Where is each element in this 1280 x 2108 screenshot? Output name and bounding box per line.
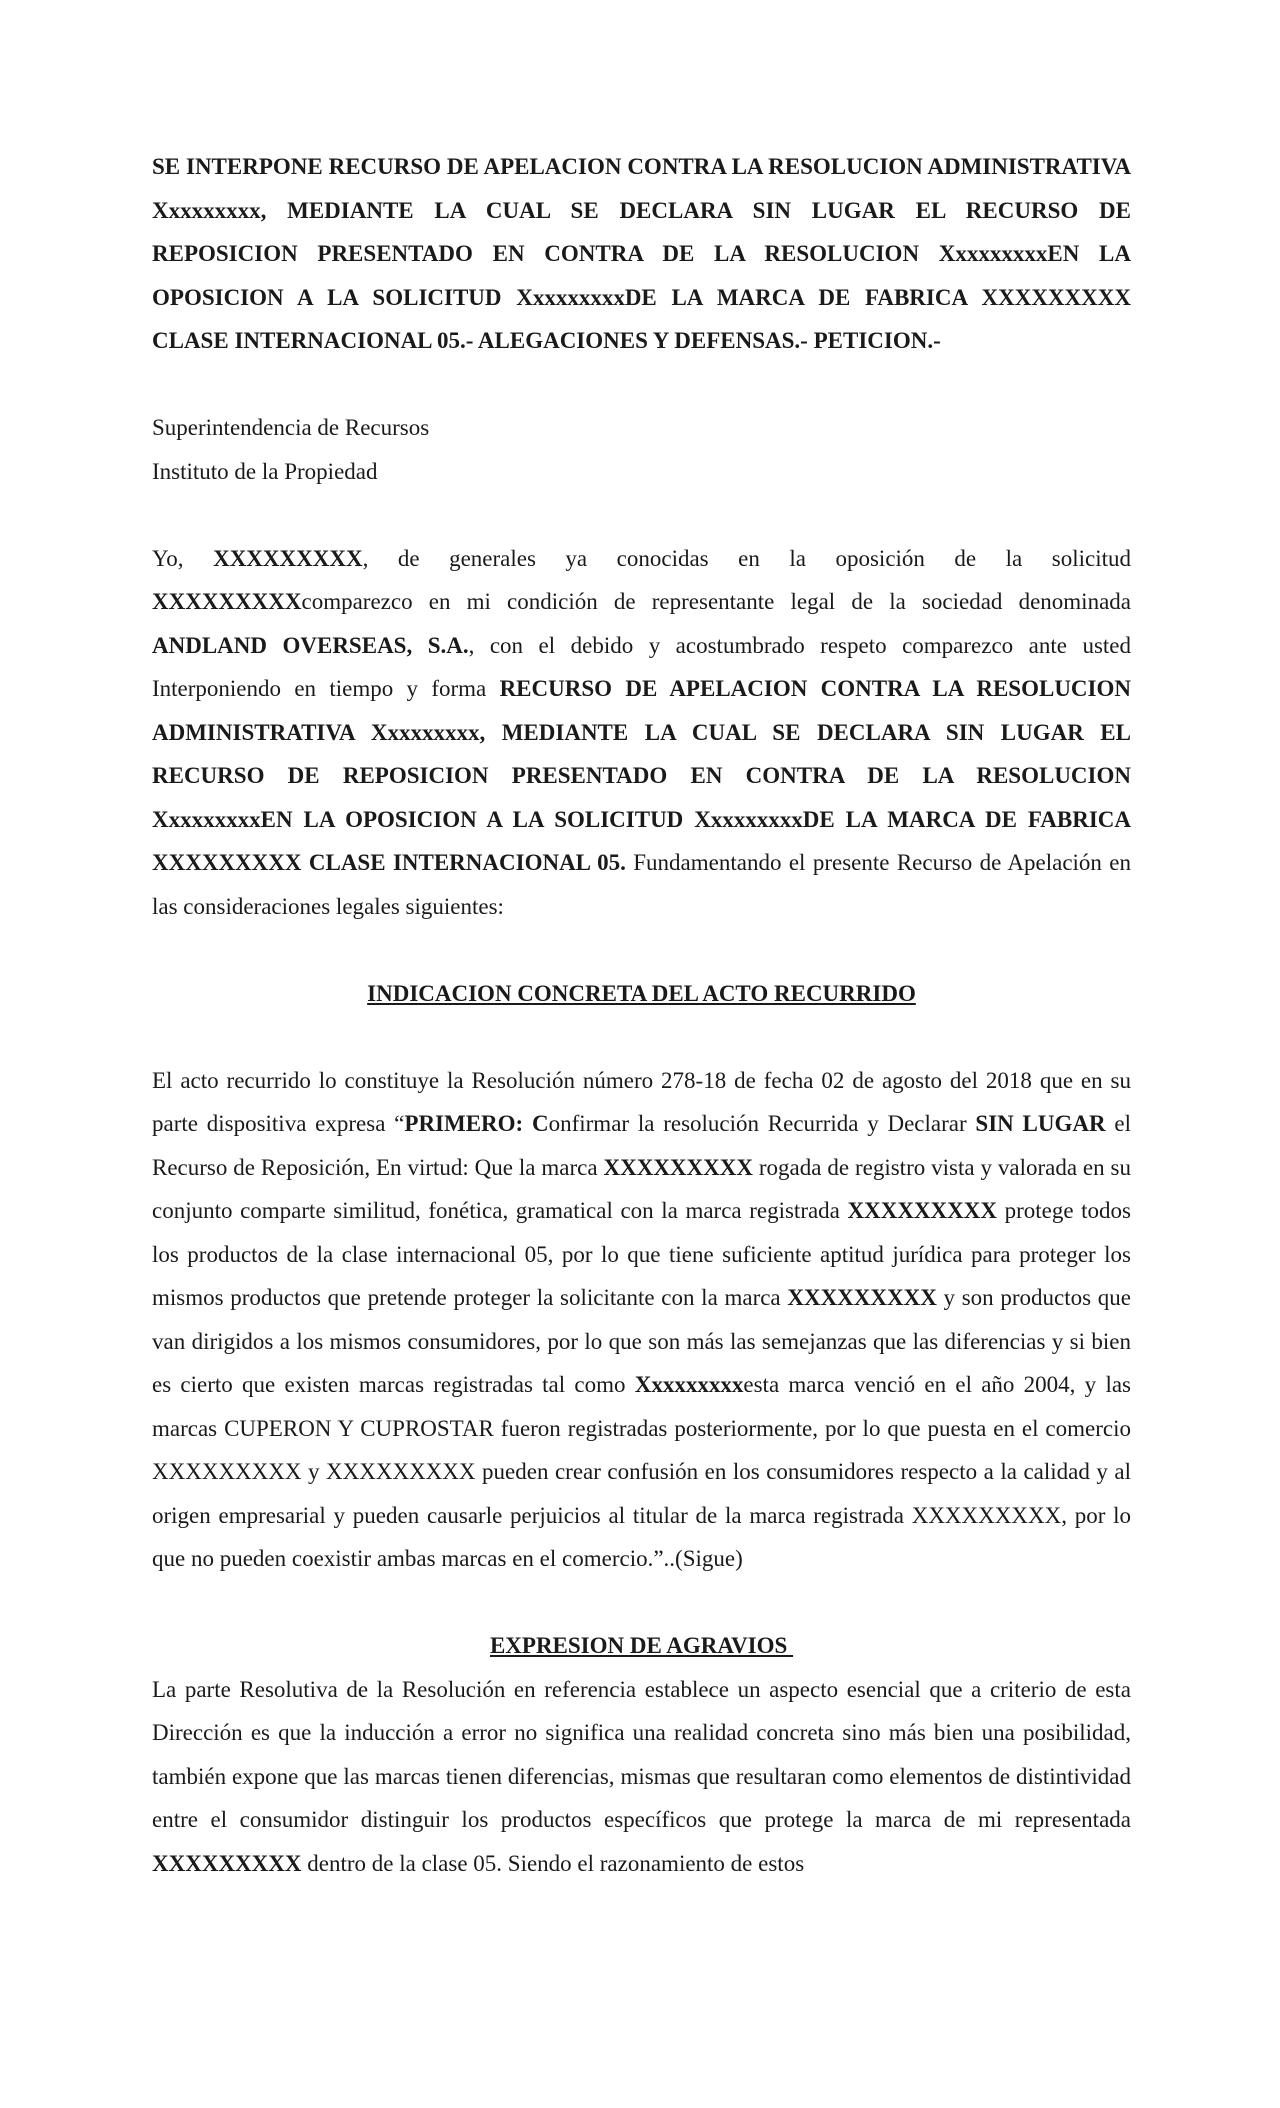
body-text: protege todos los productos de la clase internacional 05, por lo que tiene suficiente aptitud jurídica para proteger los mismos productos que pretende proteger la solicitante con la marca — [152, 1198, 1132, 1310]
intro-bold: ANDLAND OVERSEAS, S.A. — [152, 632, 469, 658]
body-text: el Recurso de Reposición, En virtud: Que la marca — [152, 1111, 1131, 1180]
addressee-line-2: Instituto de la Propiedad — [152, 458, 378, 484]
body-text: rogada de registro vista y valorada en su conjunto comparte similitud, fonética, gramatical con la marca registrada — [152, 1154, 1131, 1223]
body-text: y son productos que van dirigidos a los mismos consumidores, por lo que son más las semejanzas que las diferencias y si bien es cierto que existen marcas registradas tal como — [152, 1285, 1131, 1397]
document-title: SE INTERPONE RECURSO DE APELACION CONTRA LA RESOLUCION ADMINISTRATIVA Xxxxxxxxx, MEDIANTE LA CUAL SE DECLARA SIN LUGAR EL RECURSO DE REPOSICION PRESENTADO EN CONTRA DE LA RESOLUCION XxxxxxxxxEN LA OPOSICION A LA SOLICITUD XxxxxxxxxDE LA MARCA DE FABRICA XXXXXXXXX CLASE INTERNACIONAL 05.- ALEGACIONES Y DEFENSAS.- PETICION.- — [152, 154, 1131, 353]
spacer — [152, 1581, 1131, 1625]
body-text: onfirmar la resolución Recurrida y Declarar — [548, 1111, 976, 1136]
section-heading-expresion-agravios: EXPRESION DE AGRAVIOS — [489, 1633, 794, 1658]
body-text: La parte Resolutiva de la Resolución en referencia establece un aspecto esencial que a criterio de esta Dirección es que la inducción a error no significa una realidad concreta sino más bien una posibilidad, también expone que las marcas tienen diferencias, mismas que resultaran como elementos de distintividad entre el consumidor distinguir los productos específicos que protege la marca de mi representada — [152, 1676, 1131, 1832]
intro-bold: XXXXXXXXX — [152, 589, 302, 614]
section-heading-acto-recurrido: INDICACION CONCRETA DEL ACTO RECURRIDO — [367, 980, 916, 1006]
intro-text: , con el debido y acostumbrado respeto comparezco ante usted Interponiendo en tiempo y forma — [152, 632, 1131, 701]
intro-text: , de generales ya conocidas en la oposición de la solicitud — [362, 545, 1131, 571]
spacer — [152, 493, 1131, 537]
body-bold: Xxxxxxxxx — [634, 1372, 744, 1397]
agravios-paragraph — [152, 1668, 1131, 1886]
body-text: El acto recurrido lo constituye la Resolución número 278-18 de fecha 02 de agosto del 2018 que en su parte dispositiva expresa “ — [152, 1067, 1131, 1136]
body-bold: XXXXXXXXX — [787, 1285, 937, 1310]
body-bold: XXXXXXXXX — [152, 1850, 302, 1876]
body-bold: SIN LUGAR — [975, 1111, 1106, 1136]
intro-paragraph — [152, 537, 1131, 929]
spacer — [152, 363, 1131, 407]
body-text: esta marca venció en el año 2004, y las marcas CUPERON Y CUPROSTAR fueron registradas posteriormente, por lo que puesta en el comercio XXXXXXXXX y XXXXXXXXX pueden crear confusión en los consumidores respecto a la calidad y al origen empresarial y pueden causarle perjuicios al titular de la marca registrada XXXXXXXXX, por lo que no pueden coexistir ambas marcas en el comercio.”..(Sigue) — [152, 1372, 1131, 1571]
body-bold: XXXXXXXXX — [603, 1154, 753, 1180]
body-bold: XXXXXXXXX — [847, 1198, 997, 1223]
intro-bold: XXXXXXXXX — [213, 545, 363, 571]
intro-text: Fundamentando el presente Recurso de Apelación en las consideraciones legales siguientes: — [152, 850, 1132, 919]
intro-bold: RECURSO DE APELACION CONTRA LA RESOLUCION ADMINISTRATIVA Xxxxxxxxx, MEDIANTE LA CUAL SE DECLARA SIN LUGAR EL RECURSO DE REPOSICION PRESENTADO EN CONTRA DE LA RESOLUCION XxxxxxxxxEN LA OPOSICION A LA SOLICITUD XxxxxxxxxDE LA MARCA DE FABRICA XXXXXXXXX CLASE INTERNACIONAL 05. — [152, 676, 1131, 875]
document-page — [152, 145, 1131, 1885]
body-text: dentro de la clase 05. Siendo el razonamiento de estos — [301, 1850, 805, 1876]
addressee-line-1: Superintendencia de Recursos — [152, 415, 430, 440]
spacer — [152, 928, 1131, 972]
body-bold: PRIMERO: C — [404, 1111, 549, 1136]
intro-text: comparezco en mi condición de representante legal de la sociedad denominada — [301, 589, 1131, 614]
spacer — [152, 1015, 1131, 1059]
intro-text: Yo, — [152, 545, 214, 571]
acto-recurrido-paragraph — [152, 1059, 1131, 1581]
